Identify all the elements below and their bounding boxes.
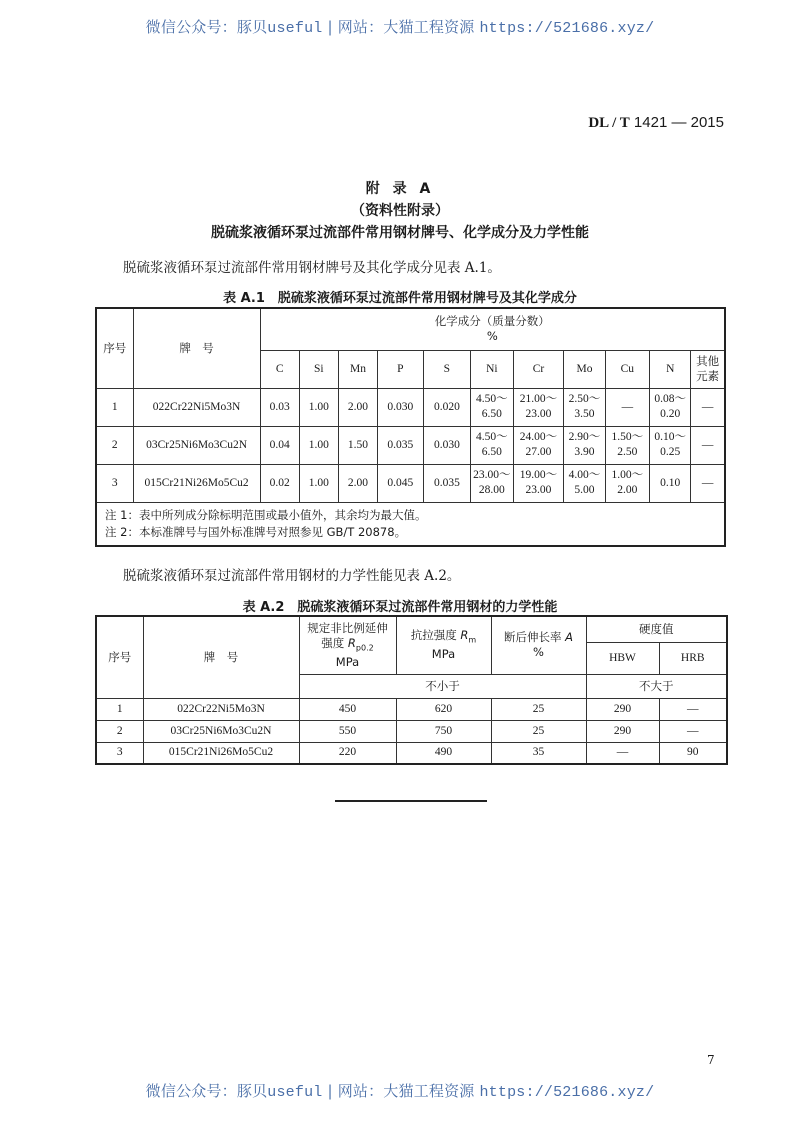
header-proof-strength-sub: p0.2 xyxy=(355,642,374,652)
header-proof-strength-unit: MPa xyxy=(335,654,360,669)
cell-rm: 620 xyxy=(396,698,491,720)
header-element-cr: Cr xyxy=(513,350,564,388)
cell-cu xyxy=(605,464,649,502)
table-notes xyxy=(96,502,725,546)
cell-cr-min: 21.00～ xyxy=(519,393,558,405)
cell-si: 1.00 xyxy=(299,388,338,426)
cell-n-max: 0.20 xyxy=(660,408,681,420)
header-element-si: Si xyxy=(299,350,338,388)
cell-ni-max: 6.50 xyxy=(481,408,502,420)
cell-cr-max: 23.00 xyxy=(525,408,552,420)
cell-mo-min: 2.90～ xyxy=(568,431,601,443)
header-tensile-sub: m xyxy=(468,635,477,645)
table-row xyxy=(96,426,725,464)
cell-rm: 750 xyxy=(396,720,491,742)
header-tensile-symbol: R xyxy=(460,628,469,643)
watermark-prefix: 微信公众号：豚贝 xyxy=(145,1082,268,1100)
cell-hbw: 290 xyxy=(586,698,659,720)
cell-hrb: — xyxy=(659,698,727,720)
cell-s: 0.020 xyxy=(423,388,471,426)
table-row xyxy=(96,698,727,720)
header-chem-group xyxy=(260,308,725,350)
header-not-more-than: 不大于 xyxy=(586,674,727,698)
cell-a: 25 xyxy=(491,720,586,742)
cell-grade: 015Cr21Ni26Mo5Cu2 xyxy=(143,742,299,764)
header-other-line2: 元素 xyxy=(696,369,720,383)
cell-no: 1 xyxy=(96,388,133,426)
cell-cu: — xyxy=(605,388,649,426)
header-proof-strength-prefix: 强度 xyxy=(321,635,348,650)
appendix-subtitle: （资料性附录） xyxy=(351,203,449,219)
cell-mo-max: 3.50 xyxy=(574,408,595,420)
header-hardness: 硬度值 xyxy=(586,616,727,642)
header-elongation xyxy=(491,616,586,674)
cell-n-min: 0.10～ xyxy=(654,431,687,443)
header-no: 序号 xyxy=(96,616,143,698)
table-note-1: 注 1：表中所列成分除标明范围或最小值外，其余均为最大值。 xyxy=(105,507,427,522)
watermark-prefix: 微信公众号：豚贝 xyxy=(145,18,268,36)
cell-mo-max: 3.90 xyxy=(574,446,595,458)
header-proof-strength-symbol: R xyxy=(347,635,356,650)
cell-grade: 03Cr25Ni6Mo3Cu2N xyxy=(143,720,299,742)
header-element-c: C xyxy=(260,350,299,388)
cell-n xyxy=(650,388,691,426)
header-elongation-prefix: 断后伸长率 xyxy=(503,630,566,645)
table-row xyxy=(96,464,725,502)
cell-a: 35 xyxy=(491,742,586,764)
table-notes-row xyxy=(96,502,725,546)
cell-cu-max: 2.50 xyxy=(617,446,638,458)
appendix-title: 附 录 A xyxy=(365,181,435,197)
header-element-mn: Mn xyxy=(338,350,377,388)
header-chem-group-line2: % xyxy=(486,329,498,344)
cell-mo xyxy=(564,388,605,426)
cell-rp: 450 xyxy=(299,698,396,720)
cell-si: 1.00 xyxy=(299,426,338,464)
cell-grade: 022Cr22Ni5Mo3N xyxy=(133,388,260,426)
header-chem-group-line1: 化学成分（质量分数） xyxy=(434,314,550,329)
header-elongation-line1 xyxy=(492,630,586,645)
cell-mo-min: 4.00～ xyxy=(568,469,601,481)
cell-c: 0.03 xyxy=(260,388,299,426)
cell-n-max: 0.25 xyxy=(660,446,681,458)
table-note-2: 注 2：本标准牌号与国外标准牌号对照参见 GB/T 20878。 xyxy=(105,524,407,539)
table-a1-chemical-composition xyxy=(95,307,726,547)
cell-s: 0.030 xyxy=(423,426,471,464)
cell-cu-min: 1.00～ xyxy=(611,469,644,481)
watermark-separator: | xyxy=(322,18,338,36)
watermark-separator: | xyxy=(322,1082,338,1100)
cell-grade: 03Cr25Ni6Mo3Cu2N xyxy=(133,426,260,464)
header-tensile-unit: MPa xyxy=(431,647,456,662)
watermark-url[interactable]: https://521686.xyz/ xyxy=(479,1084,655,1101)
header-elongation-unit: % xyxy=(533,645,544,660)
header-other-elements xyxy=(691,350,725,388)
cell-rm: 490 xyxy=(396,742,491,764)
cell-no: 3 xyxy=(96,742,143,764)
cell-hrb: — xyxy=(659,720,727,742)
cell-p: 0.035 xyxy=(378,426,424,464)
header-element-ni: Ni xyxy=(471,350,513,388)
watermark-top xyxy=(0,16,800,37)
cell-mo-min: 2.50～ xyxy=(568,393,601,405)
end-of-appendix-rule xyxy=(335,800,487,802)
table-row xyxy=(96,388,725,426)
cell-mn: 1.50 xyxy=(338,426,377,464)
watermark-site-label: 网站：大猫工程资源 xyxy=(337,18,480,36)
cell-cu-max: 2.00 xyxy=(617,484,638,496)
cell-ni-min: 4.50～ xyxy=(476,393,508,405)
cell-cr-min: 24.00～ xyxy=(519,431,558,443)
standard-code xyxy=(588,114,724,132)
header-element-p: P xyxy=(378,350,424,388)
header-tensile-strength xyxy=(396,616,491,674)
cell-n xyxy=(650,426,691,464)
cell-rp: 220 xyxy=(299,742,396,764)
cell-grade: 022Cr22Ni5Mo3N xyxy=(143,698,299,720)
header-not-less-than: 不小于 xyxy=(299,674,586,698)
cell-cr xyxy=(513,388,564,426)
header-tensile-prefix: 抗拉强度 xyxy=(410,628,461,643)
cell-mn: 2.00 xyxy=(338,388,377,426)
intro-paragraph-2: 脱硫浆液循环泵过流部件常用钢材的力学性能见表 A.2。 xyxy=(123,568,461,584)
cell-mo xyxy=(564,464,605,502)
table-row xyxy=(96,720,727,742)
cell-other: — xyxy=(691,426,725,464)
watermark-useful: useful xyxy=(267,1084,323,1101)
standard-code-number: 1421 — 2015 xyxy=(629,114,724,131)
cell-si: 1.00 xyxy=(299,464,338,502)
header-other-line1: 其他 xyxy=(696,354,720,368)
cell-cu xyxy=(605,426,649,464)
appendix-heading: 脱硫浆液循环泵过流部件常用钢材牌号、化学成分及力学性能 xyxy=(211,225,589,241)
header-proof-strength xyxy=(299,616,396,674)
cell-cr-max: 27.00 xyxy=(525,446,552,458)
cell-cu-min: 1.50～ xyxy=(611,431,644,443)
table-a2-mechanical-properties xyxy=(95,615,728,765)
cell-n-min: 0.08～ xyxy=(654,393,687,405)
header-no: 序号 xyxy=(96,308,133,388)
watermark-useful: useful xyxy=(267,20,323,37)
cell-p: 0.045 xyxy=(378,464,424,502)
cell-c: 0.04 xyxy=(260,426,299,464)
cell-other: — xyxy=(691,464,725,502)
watermark-site-label: 网站：大猫工程资源 xyxy=(337,1082,480,1100)
cell-ni-max: 28.00 xyxy=(478,484,505,496)
table-row xyxy=(96,742,727,764)
cell-grade: 015Cr21Ni26Mo5Cu2 xyxy=(133,464,260,502)
cell-ni-min: 23.00～ xyxy=(473,469,511,481)
header-hrb: HRB xyxy=(659,642,727,674)
cell-hbw: — xyxy=(586,742,659,764)
cell-mo xyxy=(564,426,605,464)
header-elongation-symbol: A xyxy=(565,630,574,645)
header-proof-strength-line1: 规定非比例延伸 xyxy=(307,620,388,635)
cell-a: 25 xyxy=(491,698,586,720)
cell-no: 2 xyxy=(96,426,133,464)
cell-mn: 2.00 xyxy=(338,464,377,502)
cell-c: 0.02 xyxy=(260,464,299,502)
cell-hbw: 290 xyxy=(586,720,659,742)
cell-ni xyxy=(471,388,513,426)
header-proof-strength-line2 xyxy=(300,636,396,655)
intro-paragraph-1: 脱硫浆液循环泵过流部件常用钢材牌号及其化学成分见表 A.1。 xyxy=(123,260,501,276)
header-element-n: N xyxy=(650,350,691,388)
page-number: 7 xyxy=(707,1053,715,1067)
cell-no: 2 xyxy=(96,720,143,742)
cell-other: — xyxy=(691,388,725,426)
cell-cr-max: 23.00 xyxy=(525,484,552,496)
cell-ni xyxy=(471,426,513,464)
cell-p: 0.030 xyxy=(378,388,424,426)
table-a1-caption: 表 A.1 脱硫浆液循环泵过流部件常用钢材牌号及其化学成分 xyxy=(223,291,577,306)
cell-ni xyxy=(471,464,513,502)
cell-mo-max: 5.00 xyxy=(574,484,595,496)
standard-code-prefix: DL / T xyxy=(588,115,630,131)
header-element-s: S xyxy=(423,350,471,388)
header-grade: 牌 号 xyxy=(143,616,299,698)
header-tensile-strength-line1 xyxy=(397,628,491,647)
watermark-url[interactable]: https://521686.xyz/ xyxy=(479,20,655,37)
header-element-mo: Mo xyxy=(564,350,605,388)
watermark-bottom xyxy=(0,1080,800,1101)
cell-ni-max: 6.50 xyxy=(481,446,502,458)
cell-hrb: 90 xyxy=(659,742,727,764)
cell-s: 0.035 xyxy=(423,464,471,502)
cell-no: 3 xyxy=(96,464,133,502)
header-element-cu: Cu xyxy=(605,350,649,388)
header-hbw: HBW xyxy=(586,642,659,674)
cell-rp: 550 xyxy=(299,720,396,742)
cell-n: 0.10 xyxy=(650,464,691,502)
table-a2-caption: 表 A.2 脱硫浆液循环泵过流部件常用钢材的力学性能 xyxy=(242,600,558,615)
cell-cr-min: 19.00～ xyxy=(519,469,558,481)
cell-no: 1 xyxy=(96,698,143,720)
cell-cr xyxy=(513,464,564,502)
cell-cr xyxy=(513,426,564,464)
cell-ni-min: 4.50～ xyxy=(476,431,508,443)
header-grade: 牌 号 xyxy=(133,308,260,388)
